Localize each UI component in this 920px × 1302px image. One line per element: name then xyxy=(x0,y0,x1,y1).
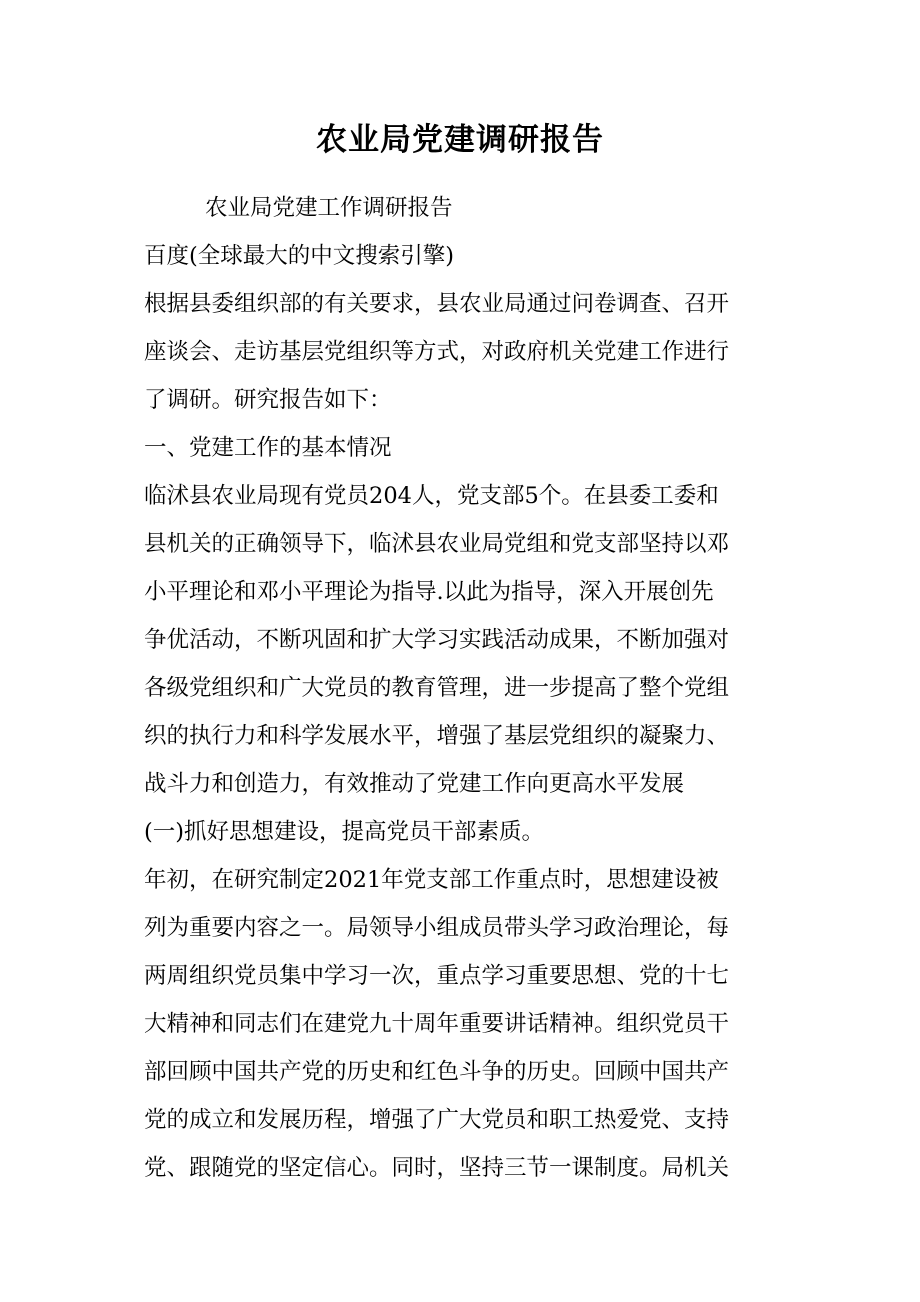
text-line: 争优活动，不断巩固和扩大学习实践活动成果，不断加强对 xyxy=(144,627,730,653)
text-line: 两周组织党员集中学习一次，重点学习重要思想、党的十七 xyxy=(144,963,730,989)
text-line: 部回顾中国共产党的历史和红色斗争的历史。回顾中国共产 xyxy=(144,1059,730,1085)
text-line: 战斗力和创造力，有效推动了党建工作向更高水平发展 xyxy=(144,771,685,797)
text-line: 年初，在研究制定2021年党支部工作重点时，思想建设被 xyxy=(144,867,719,893)
page-title: 农业局党建调研报告 xyxy=(316,122,604,158)
text-line: 临沭县农业局现有党员204人，党支部5个。在县委工委和 xyxy=(144,483,719,509)
text-line: 织的执行力和科学发展水平，增强了基层党组织的凝聚力、 xyxy=(144,723,730,749)
text-line: 根据县委组织部的有关要求，县农业局通过问卷调查、召开 xyxy=(144,291,730,317)
text-line: 各级党组织和广大党员的教育管理，进一步提高了整个党组 xyxy=(144,675,730,701)
text-line: 了调研。研究报告如下： xyxy=(144,387,392,413)
text-line: 百度(全球最大的中文搜索引擎) xyxy=(144,243,455,269)
text-line: 县机关的正确领导下，临沭县农业局党组和党支部坚持以邓 xyxy=(144,531,730,557)
text-line: 小平理论和邓小平理论为指导.以此为指导，深入开展创先 xyxy=(144,579,714,605)
subsection-heading: (一)抓好思想建设，提高党员干部素质。 xyxy=(144,819,545,845)
text-line: 党的成立和发展历程，增强了广大党员和职工热爱党、支持 xyxy=(144,1107,730,1133)
text-line: 党、跟随党的坚定信心。同时，坚持三节一课制度。局机关 xyxy=(144,1155,730,1181)
text-line: 列为重要内容之一。局领导小组成员带头学习政治理论，每 xyxy=(144,915,730,941)
section-heading: 一、党建工作的基本情况 xyxy=(144,435,392,461)
text-line: 座谈会、走访基层党组织等方式，对政府机关党建工作进行 xyxy=(144,339,730,365)
subtitle-line: 农业局党建工作调研报告 xyxy=(205,195,453,221)
text-line: 大精神和同志们在建党九十周年重要讲话精神。组织党员干 xyxy=(144,1011,730,1037)
